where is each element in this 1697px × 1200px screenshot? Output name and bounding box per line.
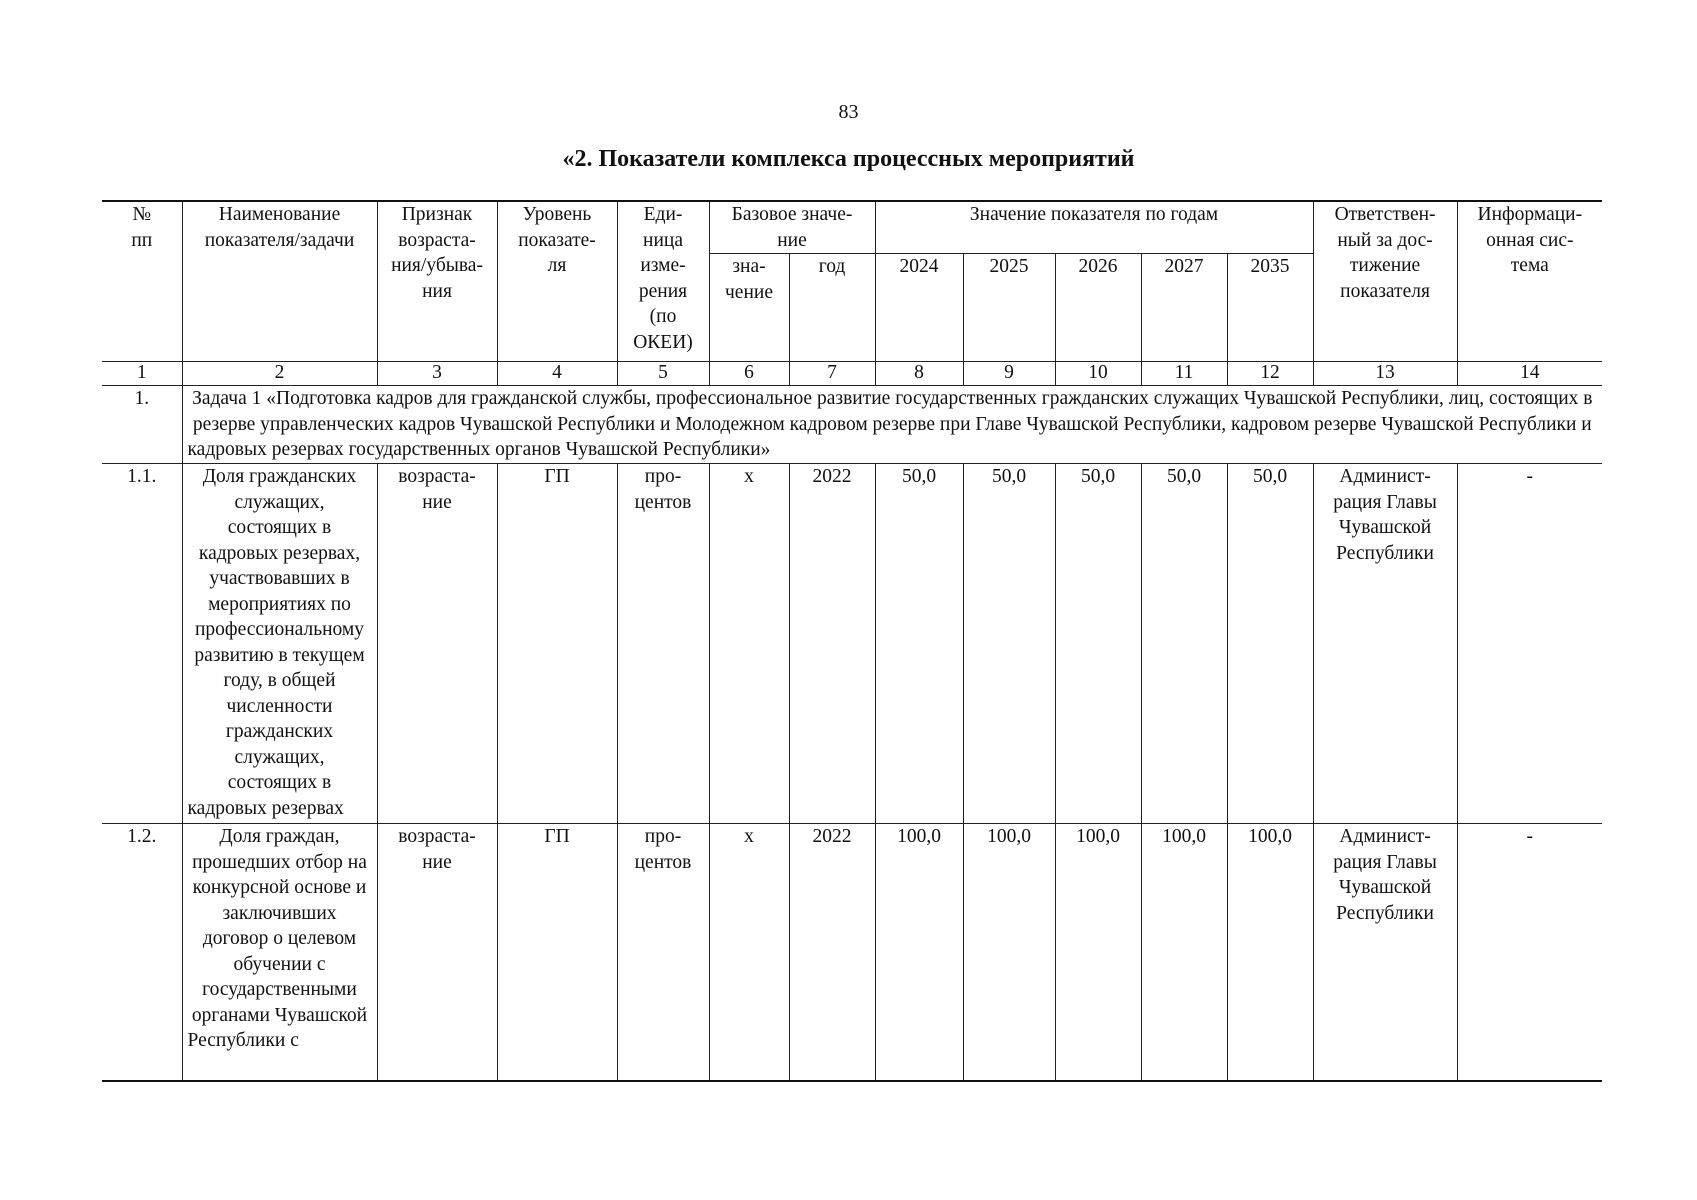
task-row — [102, 386, 1602, 464]
indicator-level: ГП — [497, 824, 617, 1081]
value-2026: 50,0 — [1055, 464, 1141, 824]
value-2027: 100,0 — [1141, 824, 1227, 1081]
indicator-level: ГП — [497, 464, 617, 824]
infosystem: - — [1457, 464, 1602, 824]
header-base: Базовое значе- ние — [709, 201, 875, 254]
header-sign: Признак возраста- ния/убыва- ния — [377, 201, 497, 362]
header-year-2035: 2035 — [1227, 254, 1313, 362]
base-value: x — [709, 824, 789, 1081]
section-title: «2. Показатели комплекса процессных мероприятий — [562, 146, 1135, 172]
column-number: 13 — [1313, 362, 1457, 386]
header-year-2025: 2025 — [963, 254, 1055, 362]
indicators-table — [102, 200, 1602, 1082]
value-2025: 100,0 — [963, 824, 1055, 1081]
task-num: 1. — [102, 386, 182, 464]
table-row — [102, 464, 1602, 824]
column-number: 6 — [709, 362, 789, 386]
column-number: 12 — [1227, 362, 1313, 386]
table-row — [102, 824, 1602, 1081]
column-number: 1 — [102, 362, 182, 386]
header-unit: Еди- ница изме- рения (по ОКЕИ) — [617, 201, 709, 362]
value-2024: 50,0 — [875, 464, 963, 824]
column-number-row — [102, 362, 1602, 386]
column-number: 9 — [963, 362, 1055, 386]
header-year-2024: 2024 — [875, 254, 963, 362]
responsible: Админист- рация Главы Чувашской Республики — [1313, 464, 1457, 824]
value-2025: 50,0 — [963, 464, 1055, 824]
column-number: 4 — [497, 362, 617, 386]
header-infosystem: Информаци- онная сис- тема — [1457, 201, 1602, 362]
header-base-year: год — [789, 254, 875, 362]
column-number: 11 — [1141, 362, 1227, 386]
base-year: 2022 — [789, 464, 875, 824]
indicator-name: Доля гражданских служащих, состоящих в кадровых резервах, участвовавших в мероприятиях по профессиональному развитию в текущем году, в общей численности гражданских служащих, состоящих в кадровых резервах — [182, 464, 377, 824]
header-responsible: Ответствен- ный за дос- тижение показателя — [1313, 201, 1457, 362]
column-number: 10 — [1055, 362, 1141, 386]
header-year-2027: 2027 — [1141, 254, 1227, 362]
indicator-unit: про- центов — [617, 464, 709, 824]
indicator-sign: возраста- ние — [377, 464, 497, 824]
task-text: Задача 1 «Подготовка кадров для гражданской службы, профессиональное развитие государственных гражданских служащих Чувашской Республики, лиц, состоящих в резерве управленческих кадров Чувашской Республики и Молодежном кадровом резерве при Главе Чувашской Республики, кадровом резерве Чувашской Республики и кадровых резервах государственных органов Чувашской Республики» — [182, 386, 1602, 464]
column-number: 8 — [875, 362, 963, 386]
row-num: 1.2. — [102, 824, 182, 1081]
base-value: x — [709, 464, 789, 824]
header-base-value: зна- чение — [709, 254, 789, 362]
indicator-name: Доля граждан, прошедших отбор на конкурсной основе и заключивших договор о целевом обучении с государственными органами Чувашской Республики с — [182, 824, 377, 1081]
header-year-2026: 2026 — [1055, 254, 1141, 362]
header-row — [102, 201, 1602, 254]
base-year: 2022 — [789, 824, 875, 1081]
column-number: 14 — [1457, 362, 1602, 386]
value-2027: 50,0 — [1141, 464, 1227, 824]
column-number: 5 — [617, 362, 709, 386]
column-number: 2 — [182, 362, 377, 386]
page-number: 83 — [838, 101, 859, 123]
header-num: № пп — [102, 201, 182, 362]
indicator-unit: про- центов — [617, 824, 709, 1081]
infosystem: - — [1457, 824, 1602, 1081]
indicator-sign: возраста- ние — [377, 824, 497, 1081]
value-2035: 100,0 — [1227, 824, 1313, 1081]
value-2035: 50,0 — [1227, 464, 1313, 824]
responsible: Админист- рация Главы Чувашской Республики — [1313, 824, 1457, 1081]
column-number: 3 — [377, 362, 497, 386]
column-number: 7 — [789, 362, 875, 386]
value-2026: 100,0 — [1055, 824, 1141, 1081]
value-2024: 100,0 — [875, 824, 963, 1081]
header-years-title: Значение показателя по годам — [875, 201, 1313, 254]
header-level: Уровень показате- ля — [497, 201, 617, 362]
row-num: 1.1. — [102, 464, 182, 824]
header-name: Наименование показателя/задачи — [182, 201, 377, 362]
